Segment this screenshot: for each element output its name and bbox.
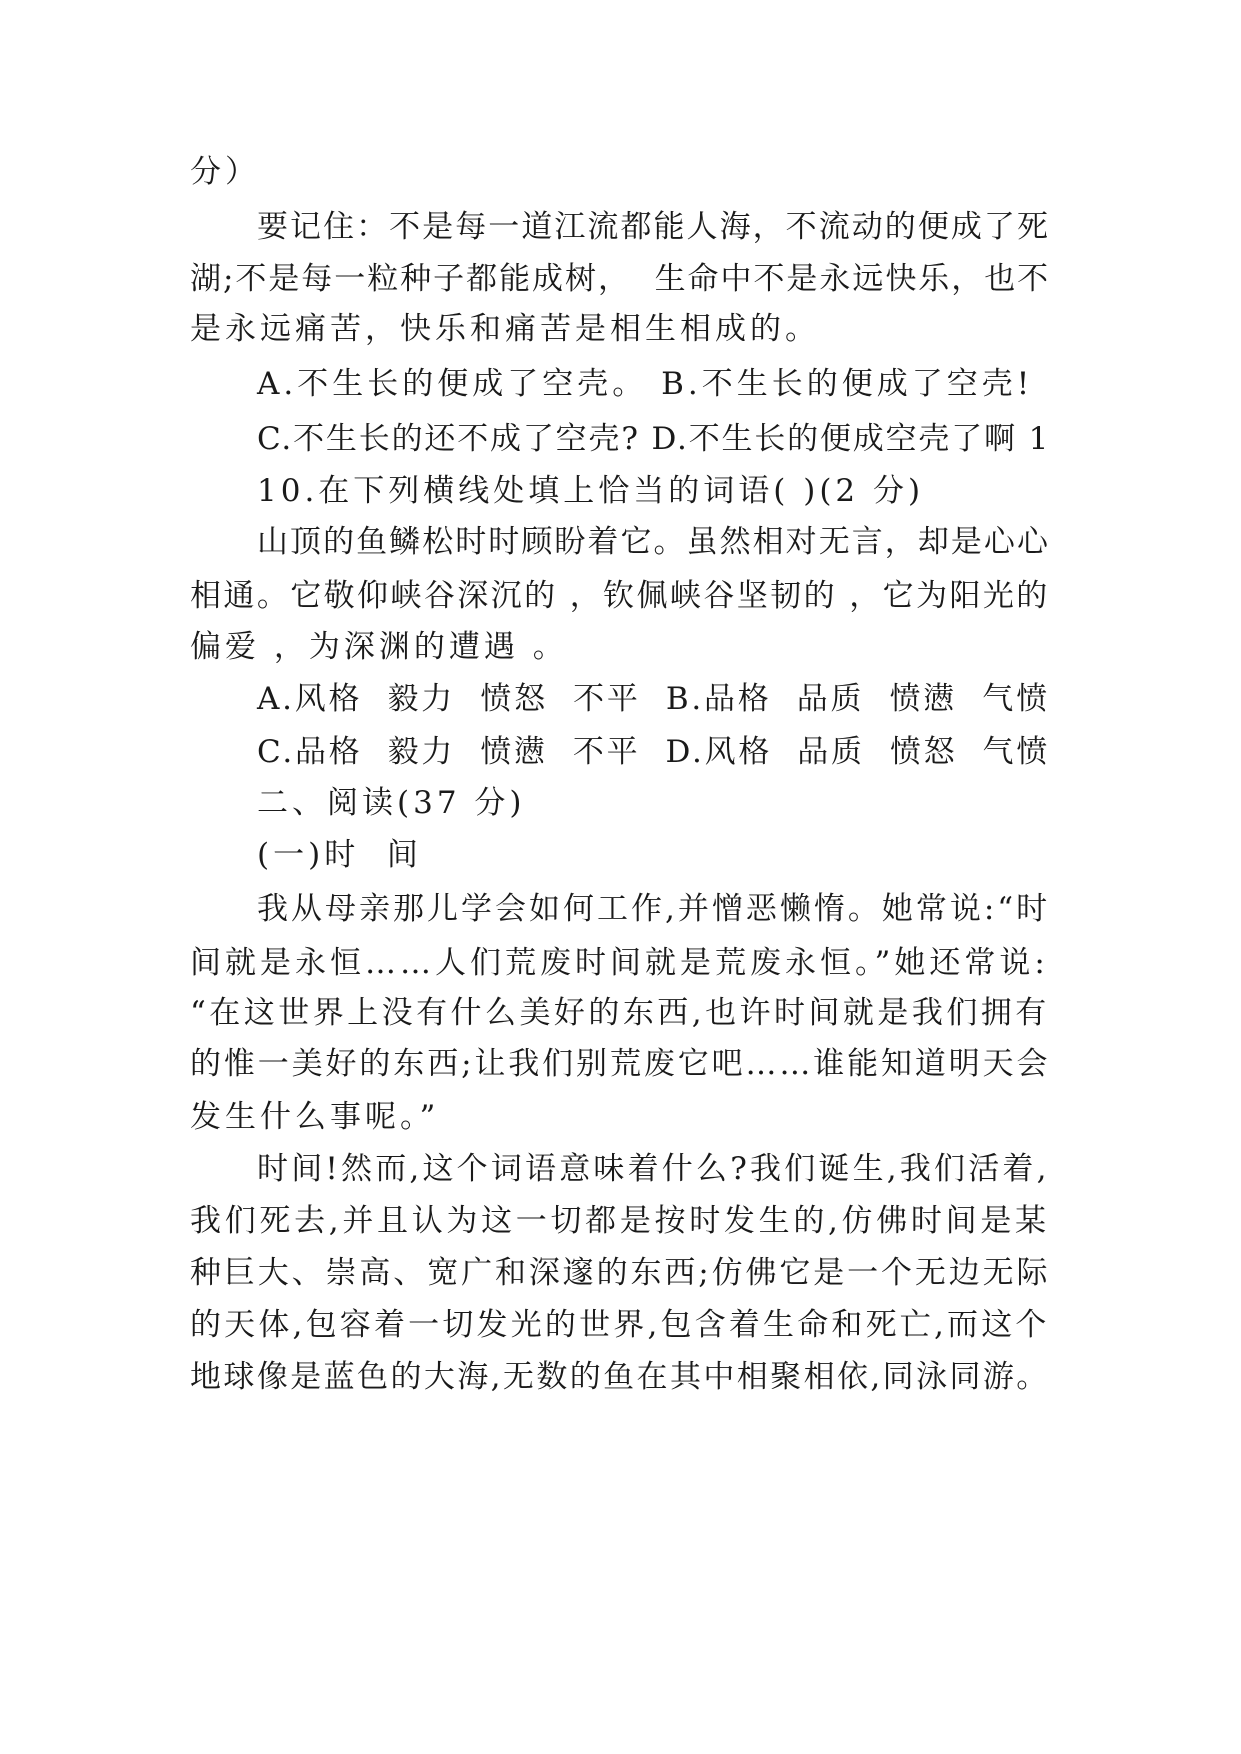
- text-line-18: 的惟一美好的东西;让我们别荒废它吧……谁能知道明天会: [190, 1046, 1051, 1082]
- question-10: 10.在下列横线处填上恰当的词语( )(2 分): [257, 473, 925, 509]
- text-line-8: 山顶的鱼鳞松时时顾盼着它。虽然相对无言，却是心心: [257, 524, 1050, 560]
- text-line-23: 的天体,包容着一切发光的世界,包含着生命和死亡,而这个: [190, 1307, 1050, 1343]
- text-line-16: 间就是永恒……人们荒废时间就是荒废永恒。”她还常说:: [190, 945, 1049, 981]
- text-line-9: 相通。它敬仰峡谷深沉的 ，钦佩峡谷坚韧的 ，它为阳光的: [190, 578, 1050, 614]
- text-line-22: 种巨大、崇高、宽广和深邃的东西;仿佛它是一个无边无际: [190, 1255, 1051, 1291]
- text-line-1: 分）: [190, 154, 260, 190]
- option-line-1: A.不生长的便成了空壳。 B.不生长的便成了空壳!: [257, 366, 1034, 402]
- text-line-21: 我们死去,并且认为这一切都是按时发生的,仿佛时间是某: [190, 1203, 1050, 1239]
- option-line-2: C.不生长的还不成了空壳? D.不生长的便成空壳了啊 1: [257, 421, 1051, 457]
- text-line-15: 我从母亲那儿学会如何工作,并憎恶懒惰。她常说:“时: [257, 891, 1051, 927]
- text-line-17: “在这世界上没有什么美好的东西,也许时间就是我们拥有: [190, 995, 1050, 1031]
- section-heading-reading: 二、阅读(37 分): [257, 785, 526, 821]
- text-line-10: 偏爱 ，为深渊的遭遇 。: [190, 629, 568, 665]
- option-line-4: C.品格 毅力 愤懑 不平 D.风格 品质 愤怒 气愤: [257, 734, 1051, 770]
- text-line-19: 发生什么事呢。”: [190, 1099, 440, 1135]
- passage-title: (一)时 间: [257, 837, 422, 873]
- text-line-3: 湖;不是每一粒种子都能成树， 生命中不是永远快乐，也不: [190, 261, 1051, 297]
- text-line-2: 要记住：不是每一道江流都能人海，不流动的便成了死: [257, 209, 1050, 245]
- option-line-3: A.风格 毅力 愤怒 不平 B.品格 品质 愤懑 气愤: [257, 681, 1050, 717]
- text-line-4: 是永远痛苦，快乐和痛苦是相生相成的。: [190, 311, 820, 347]
- text-line-24: 地球像是蓝色的大海,无数的鱼在其中相聚相依,同泳同游。: [190, 1359, 1050, 1395]
- text-line-20: 时间!然而,这个词语意味着什么?我们诞生,我们活着,: [257, 1151, 1050, 1187]
